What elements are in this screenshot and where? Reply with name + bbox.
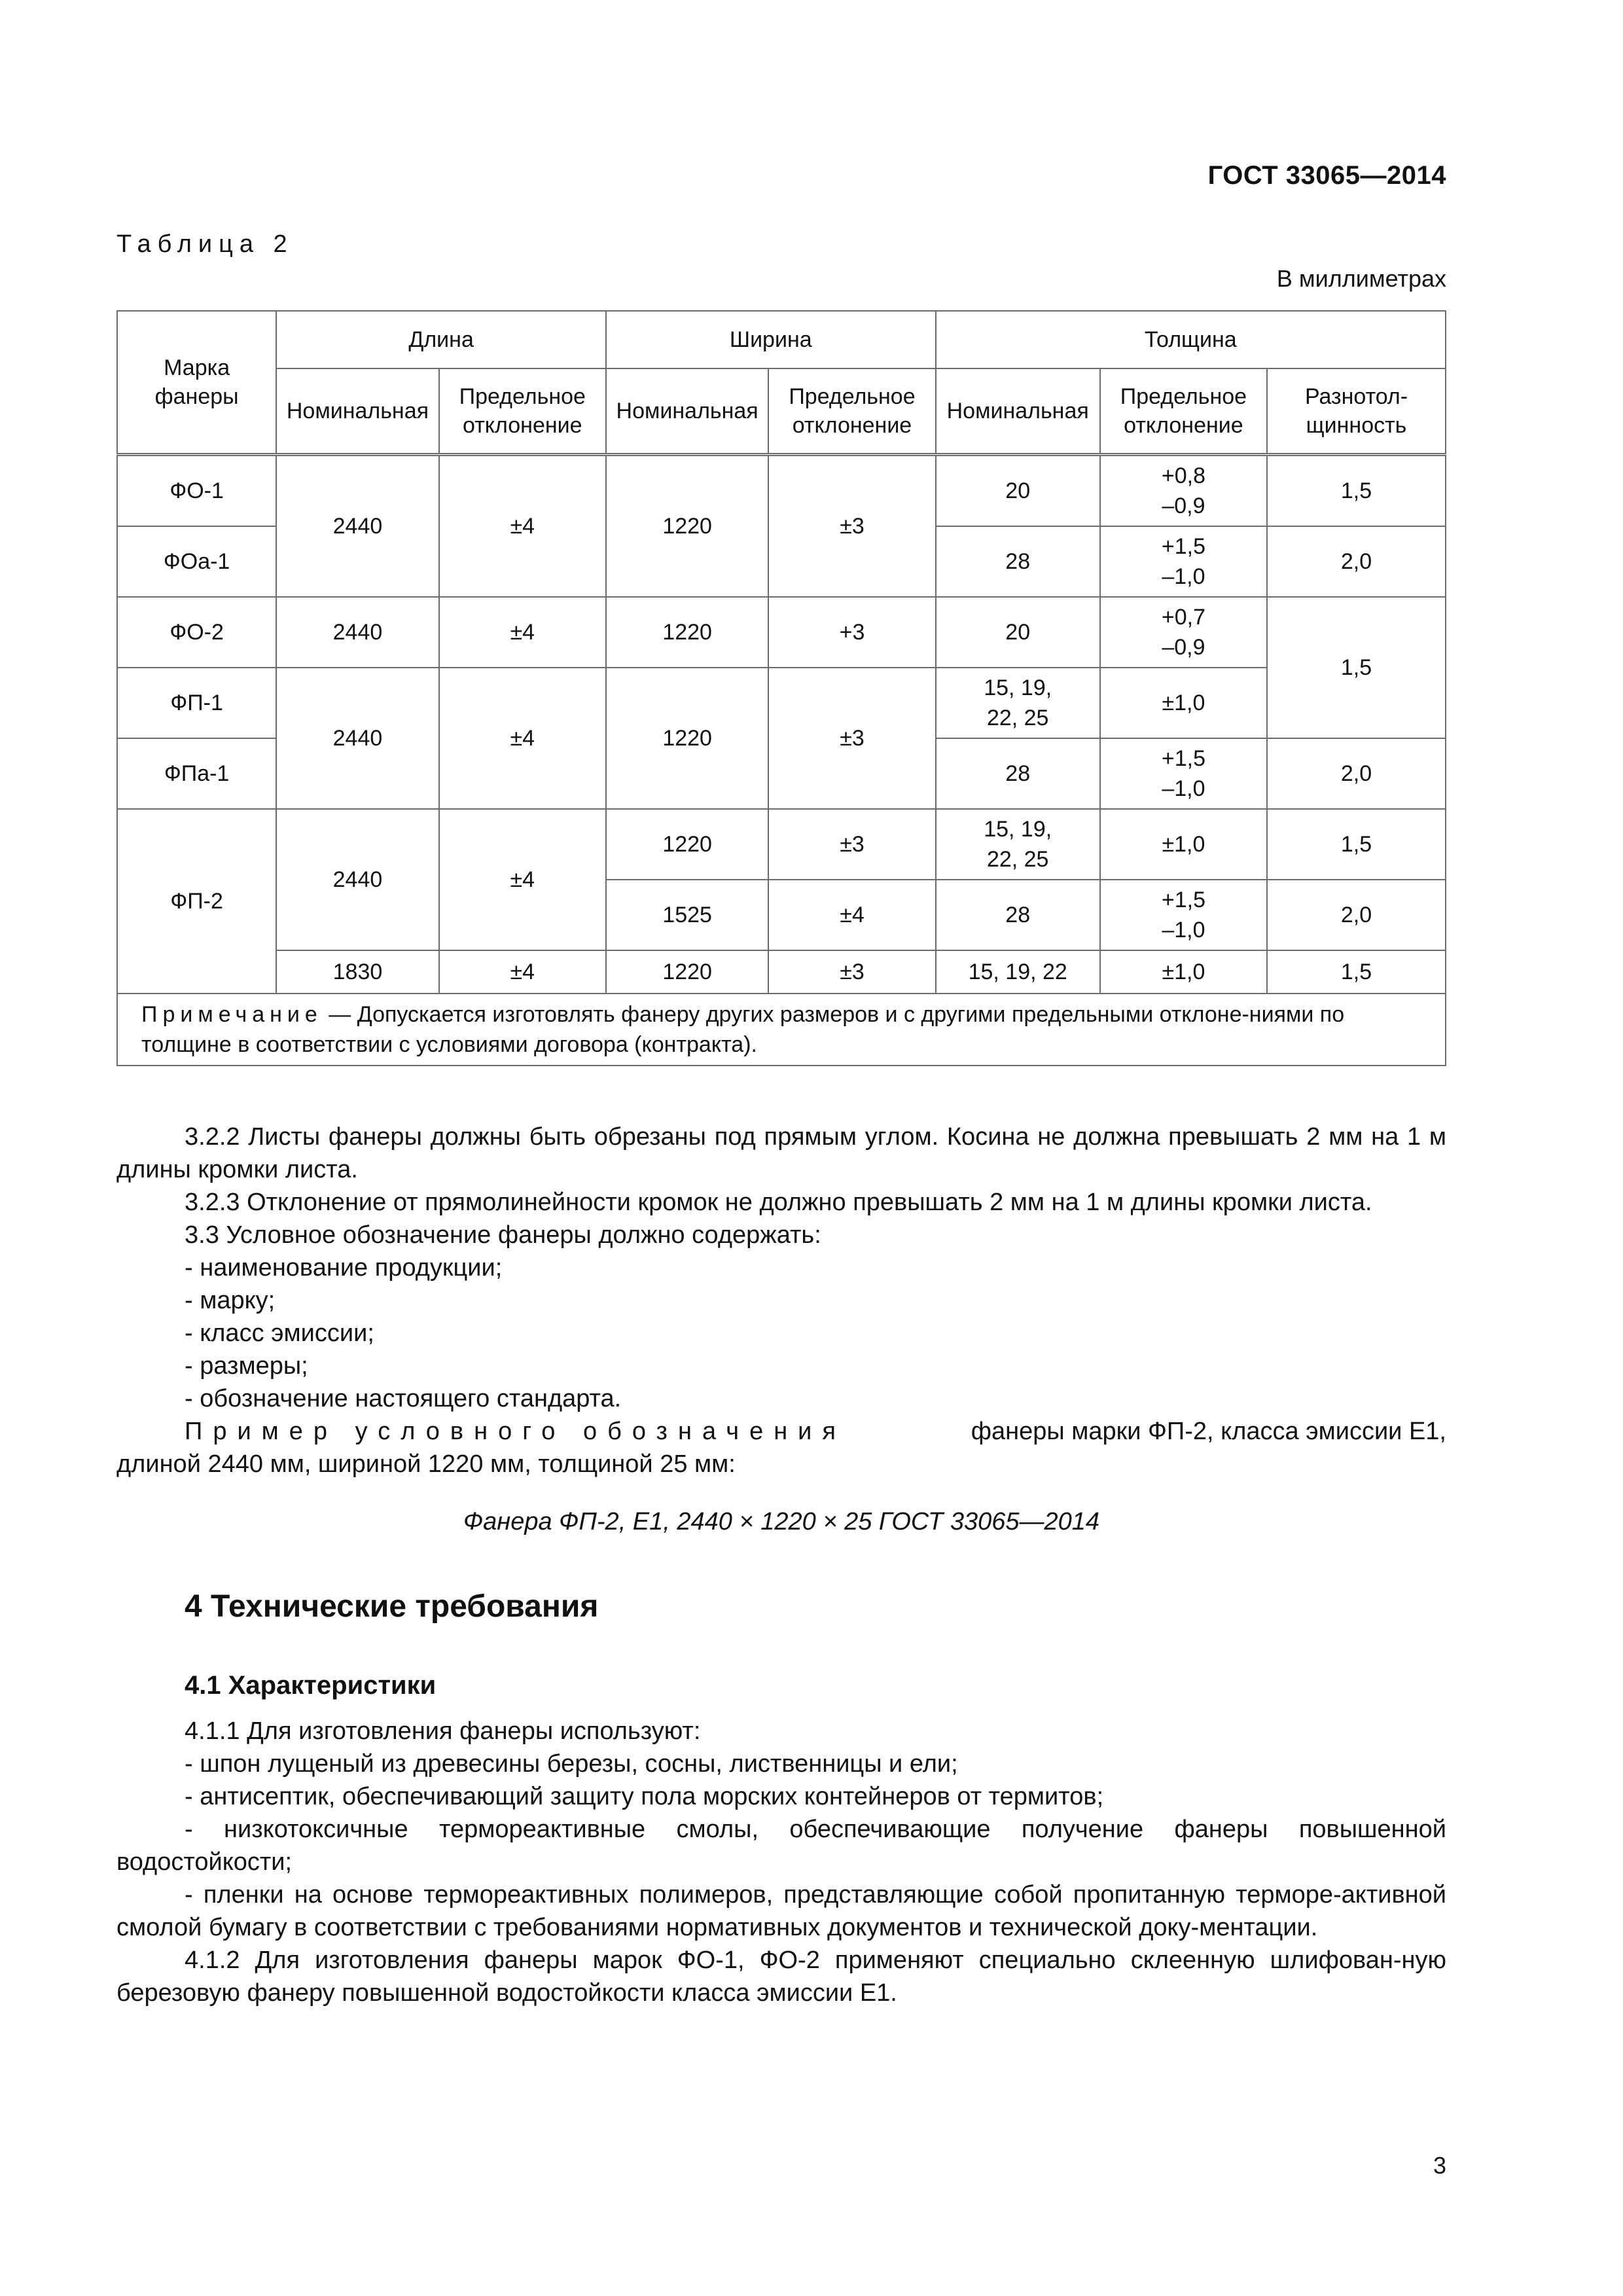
cell-thickness-deviation: ±1,0 [1100,950,1267,994]
body-text [116,1121,1446,2009]
header-length-deviation: Предельное отклонение [439,368,606,455]
cell-brand: ФП-2 [117,809,276,994]
header-thickness-variation: Разнотол-щинность [1267,368,1446,455]
paragraph-4-1-1: 4.1.1 Для изготовления фанеры используют: [185,1717,701,1745]
cell-thickness-variation: 2,0 [1267,526,1446,597]
dimensions-table [116,310,1446,1066]
cell-thickness-variation: 2,0 [1267,738,1446,809]
cell-length: 2440 [276,597,438,668]
list-item: - обозначение настоящего стандарта. [185,1385,622,1412]
section-heading-4: 4 Технические требования [185,1589,599,1624]
cell-brand: ФПа-1 [117,738,276,809]
list-item: - марку; [185,1287,276,1314]
header-thickness-nominal: Номинальная [936,368,1100,455]
cell-thickness: 28 [936,526,1100,597]
cell-width-deviation: ±3 [768,455,935,598]
example-row [116,1415,1446,1448]
cell-thickness: 28 [936,738,1100,809]
header-thickness: Толщина [936,311,1446,368]
cell-thickness: 15, 19, 22, 25 [936,668,1100,738]
cell-brand: ФП-1 [117,668,276,738]
cell-length-deviation: ±4 [439,668,606,809]
page-number: 3 [1433,2152,1446,2179]
paragraph-3-2-2: 3.2.2 Листы фанеры должны быть обрезаны под прямым углом. Косина не должна превышать 2 мм на 1 м длины кромки листа. [116,1123,1446,1183]
list-item: - наименование продукции; [185,1254,503,1282]
cell-width-deviation: ±4 [768,880,935,950]
cell-thickness: 20 [936,455,1100,527]
header-thickness-deviation: Предельное отклонение [1100,368,1267,455]
cell-length-deviation: ±4 [439,455,606,598]
paragraph-3-3: 3.3 Условное обозначение фанеры должно содержать: [185,1221,821,1249]
header-width-deviation: Предельное отклонение [768,368,935,455]
cell-thickness-variation: 1,5 [1267,950,1446,994]
header-length: Длина [276,311,606,368]
cell-length-deviation: ±4 [439,597,606,668]
list-item: - класс эмиссии; [185,1319,374,1347]
cell-thickness: 15, 19, 22, 25 [936,809,1100,880]
cell-length: 2440 [276,455,438,598]
cell-length-deviation: ±4 [439,809,606,950]
cell-thickness-deviation: +0,8 –0,9 [1100,455,1267,527]
header-width-nominal: Номинальная [606,368,768,455]
list-item: - низкотоксичные термореактивные смолы, обеспечивающие получение фанеры повышенной водостойкости; [116,1816,1446,1876]
paragraph-3-2-3: 3.2.3 Отклонение от прямолинейности кромок не должно превышать 2 мм на 1 м длины кромки листа. [185,1189,1372,1216]
example-text: фанеры марки ФП-2, класса эмиссии Е1, [971,1418,1446,1445]
example-label: Пример условного обозначения [185,1418,846,1445]
cell-thickness-deviation: +0,7 –0,9 [1100,597,1267,668]
cell-width-deviation: ±3 [768,668,935,809]
table-caption: Таблица 2 [116,230,294,258]
cell-brand: ФО-1 [117,455,276,527]
cell-thickness: 20 [936,597,1100,668]
cell-width-deviation: ±3 [768,950,935,994]
list-item: - размеры; [185,1352,308,1380]
cell-thickness-variation: 1,5 [1267,809,1446,880]
cell-length: 2440 [276,668,438,809]
list-item: - антисептик, обеспечивающий защиту пола морских контейнеров от термитов; [185,1783,1104,1810]
cell-width: 1220 [606,597,768,668]
units-note: В миллиметрах [1276,265,1446,292]
header-brand: Марка фанеры [117,311,276,455]
cell-length: 2440 [276,809,438,950]
example-continuation: длиной 2440 мм, шириной 1220 мм, толщиной 25 мм: [116,1450,736,1478]
cell-thickness-variation: 2,0 [1267,880,1446,950]
cell-thickness: 28 [936,880,1100,950]
cell-length: 1830 [276,950,438,994]
cell-thickness-deviation: +1,5 –1,0 [1100,738,1267,809]
cell-width: 1220 [606,668,768,809]
cell-thickness-variation: 1,5 [1267,455,1446,527]
list-item: - шпон лущеный из древесины березы, сосны, лиственницы и ели; [185,1750,958,1778]
cell-width: 1220 [606,455,768,598]
cell-width: 1220 [606,809,768,880]
cell-length-deviation: ±4 [439,950,606,994]
note-label: Примечание [141,1002,323,1027]
cell-thickness-deviation: +1,5 –1,0 [1100,880,1267,950]
header-length-nominal: Номинальная [276,368,438,455]
cell-thickness-variation: 1,5 [1267,597,1446,738]
cell-brand: ФОа-1 [117,526,276,597]
designation-formula: Фанера ФП-2, Е1, 2440 × 1220 × 25 ГОСТ 33065—2014 [463,1508,1100,1535]
cell-width: 1220 [606,950,768,994]
paragraph-4-1-2: 4.1.2 Для изготовления фанеры марок ФО-1, ФО-2 применяют специально склеенную шлифован-ную березовую фанеру повышенной водостойкости класса эмиссии Е1. [116,1946,1446,2007]
cell-thickness-deviation: ±1,0 [1100,809,1267,880]
cell-width-deviation: ±3 [768,809,935,880]
cell-thickness-deviation: ±1,0 [1100,668,1267,738]
cell-thickness-deviation: +1,5 –1,0 [1100,526,1267,597]
cell-width: 1525 [606,880,768,950]
cell-brand: ФО-2 [117,597,276,668]
header-width: Ширина [606,311,936,368]
list-item: - пленки на основе термореактивных полимеров, представляющие собой пропитанную терморе-активной смолой бумагу в соответствии с требованиями нормативных документов и технической доку-ментации. [116,1881,1446,1941]
note-text: — Допускается изготовлять фанеру других размеров и с другими предельными отклоне-ниями по толщине в соответствии с условиями договора (контракта). [141,1002,1345,1057]
standard-header: ГОСТ 33065—2014 [1207,161,1446,190]
section-heading-4-1: 4.1 Характеристики [185,1671,437,1700]
cell-width-deviation: +3 [768,597,935,668]
table-note [117,994,1446,1066]
cell-thickness: 15, 19, 22 [936,950,1100,994]
